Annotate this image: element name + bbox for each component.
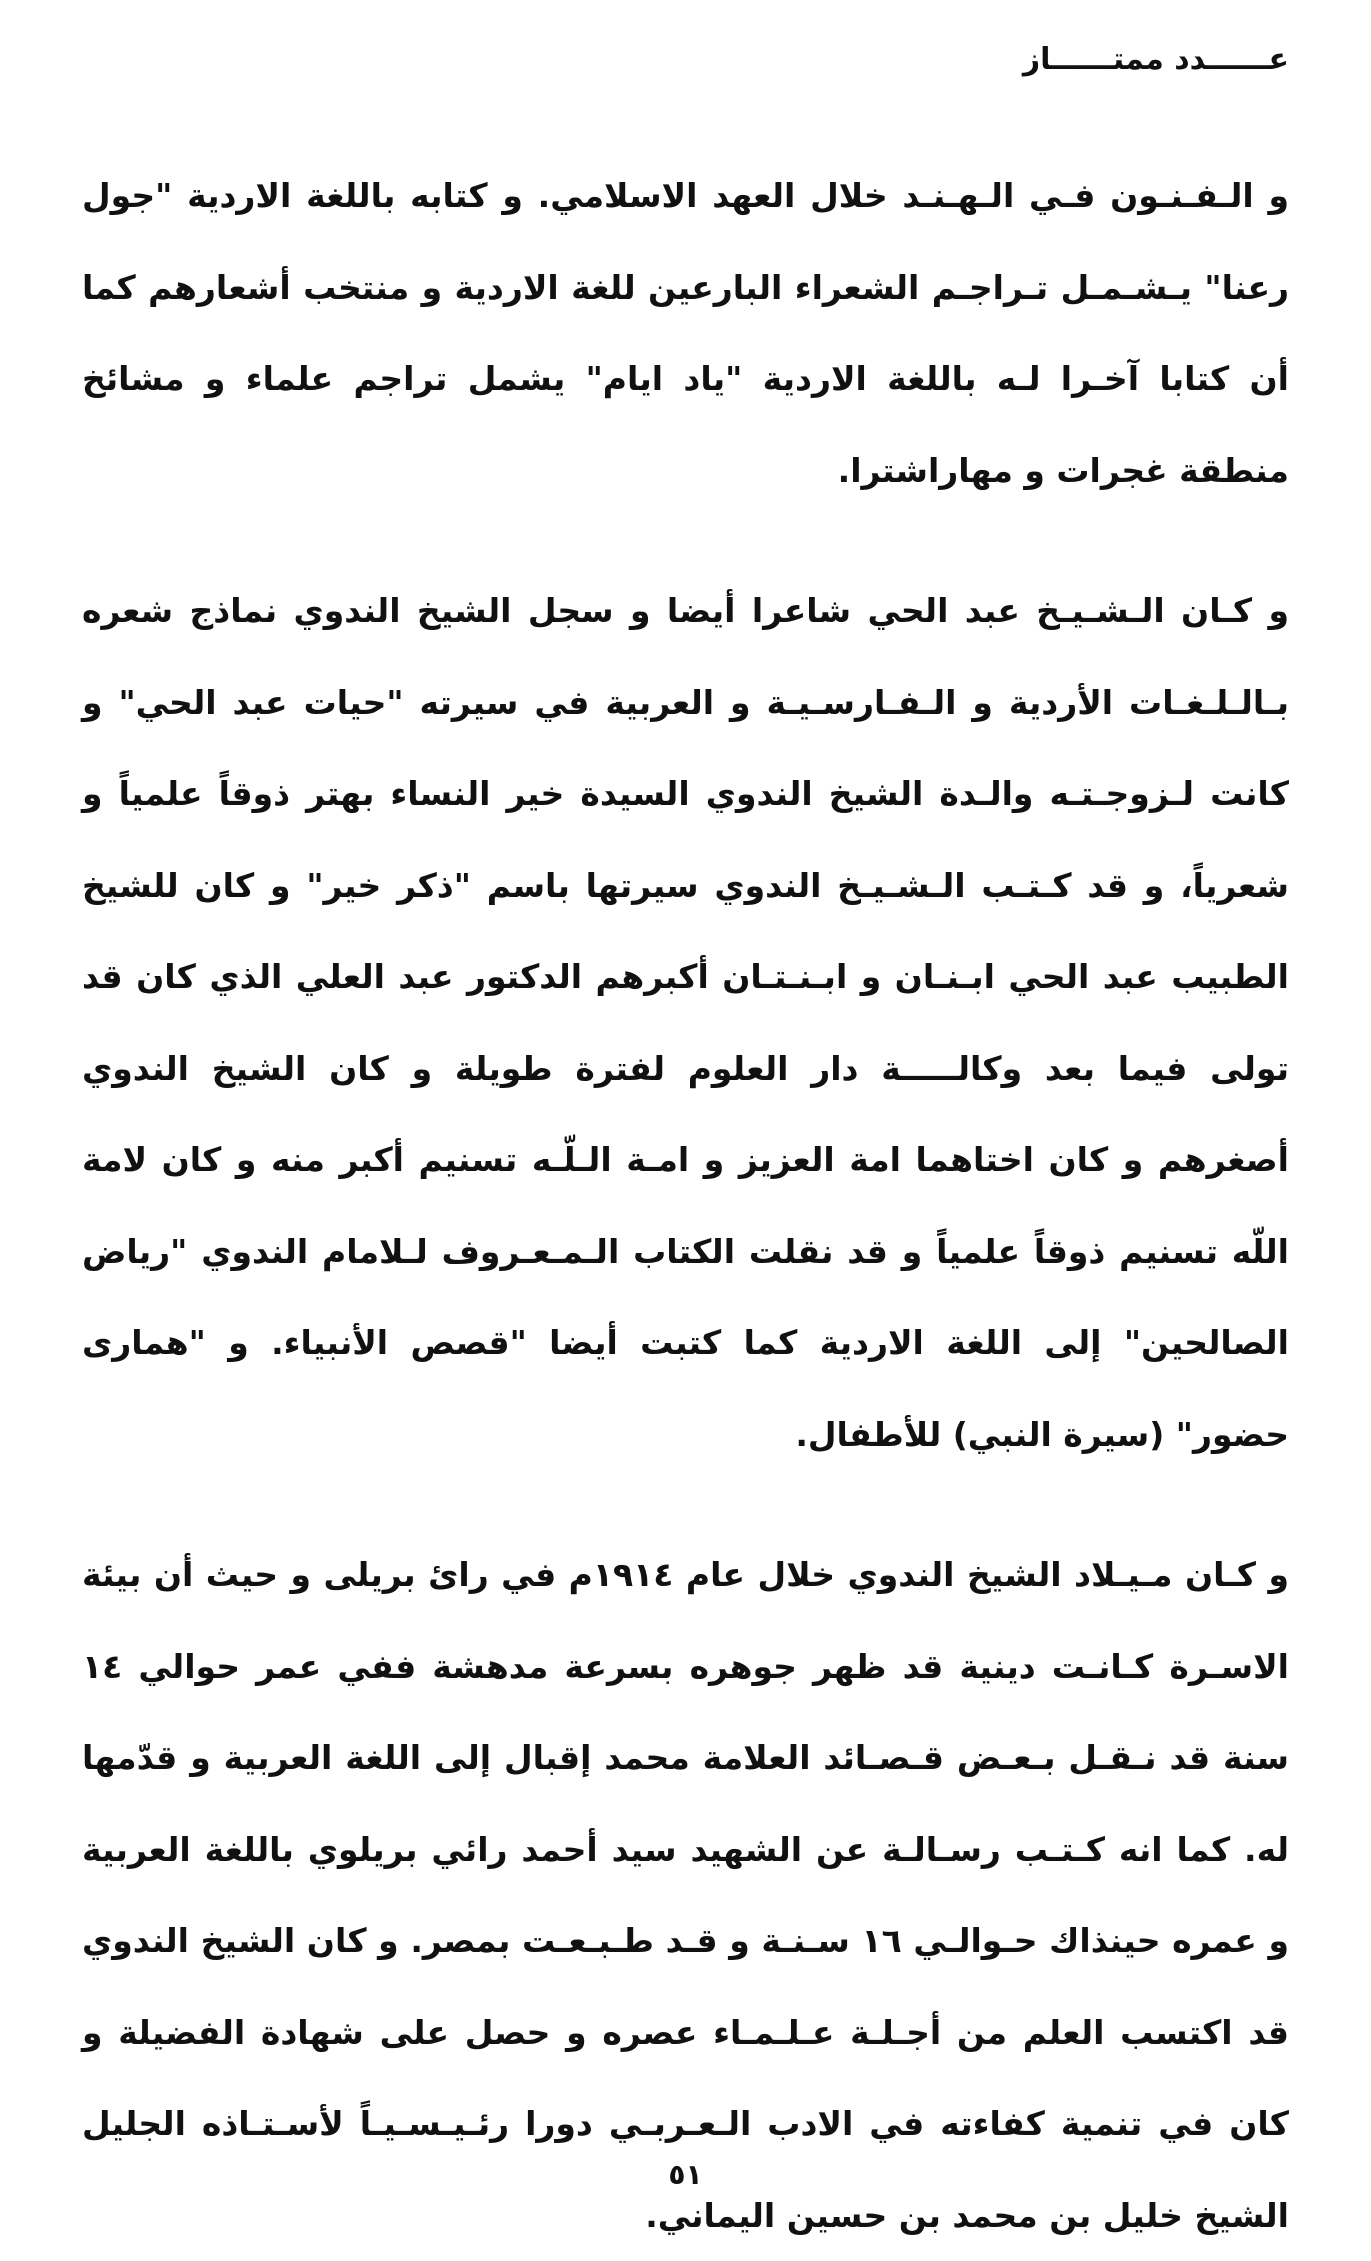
paragraph-2: و كـان الـشـيـخ عبد الحي شاعرا أيضا و سجل الشيخ الندوي نماذج شعره بـالـلـغـات الأردية و الـفـارسـيـة و العربية في سيرته "حيات عبد الحي" و كانت لـزوجـتـه والـدة الشيخ الندوي السيدة خير النساء بهتر ذوقاً علمياً و شعرياً، و قد كـتـب الـشـيـخ الندوي سيرتها باسم "ذكر خير" و كان للشيخ الطبيب عبد الحي ابـنـان و ابـنـتـان أكبرهم الدكتور عبد العلي الذي كان قد تولى فيما بعد وكالـــــة دار العلوم لفترة طويلة و كان الشيخ الندوي أصغرهم و كان اختاهما امة العزيز و امـة الـلّـه تسنيم أكبر منه و كان لامة اللّه تسنيم ذوقاً علمياً و قد نقلت الكتاب الـمـعـروف لـلامام الندوي "رياض الصالحين" إلى اللغة الاردية كما كتبت أيضا "قصص الأنبياء. و "همارى حضور" (سيرة النبي) للأطفال.	[82, 591, 1289, 1454]
paragraph-3: و كـان مـيـلاد الشيخ الندوي خلال عام ١٩١٤م في رائ بريلى و حيث أن بيئة الاسـرة كـانـت دينية قد ظهر جوهره بسرعة مدهشة ففي عمر حوالي ١٤ سنة قد نـقـل بـعـض قـصـائد العلامة محمد إقبال إلى اللغة العربية و قدّمها له. كما انه كـتـب رسـالـة عن الشهيد سيد أحمد رائي بريلوي باللغة العربية و عمره حينذاك حـوالـي ١٦ سـنـة و قـد طـبـعـت بمصر. و كان الشيخ الندوي قد اكتسب العلم من أجـلـة عـلـمـاء عصره و حصل على شهادة الفضيلة و كان في تنمية كفاءته في الادب الـعـربـي دورا رئـيـسـيـاً لأسـتـاذه الجليل الشيخ خليل بن محمد بن حسين اليماني.	[82, 1555, 1289, 2235]
running-header: عــــــدد ممتــــــاز	[1022, 42, 1289, 77]
page-number: ٥١	[668, 2158, 703, 2191]
body-text	[82, 150, 1289, 2261]
paragraph-1: و الـفـنـون فـي الـهـنـد خلال العهد الاسلامي. و كتابه باللغة الاردية "جول رعنا" يـشـمـل تـراجـم الشعراء البارعين للغة الاردية و منتخب أشعارهم كما أن كتابا آخـرا لـه باللغة الاردية "ياد ايام" يشمل تراجم علماء و مشائخ منطقة غجرات و مهاراشترا.	[82, 176, 1289, 490]
